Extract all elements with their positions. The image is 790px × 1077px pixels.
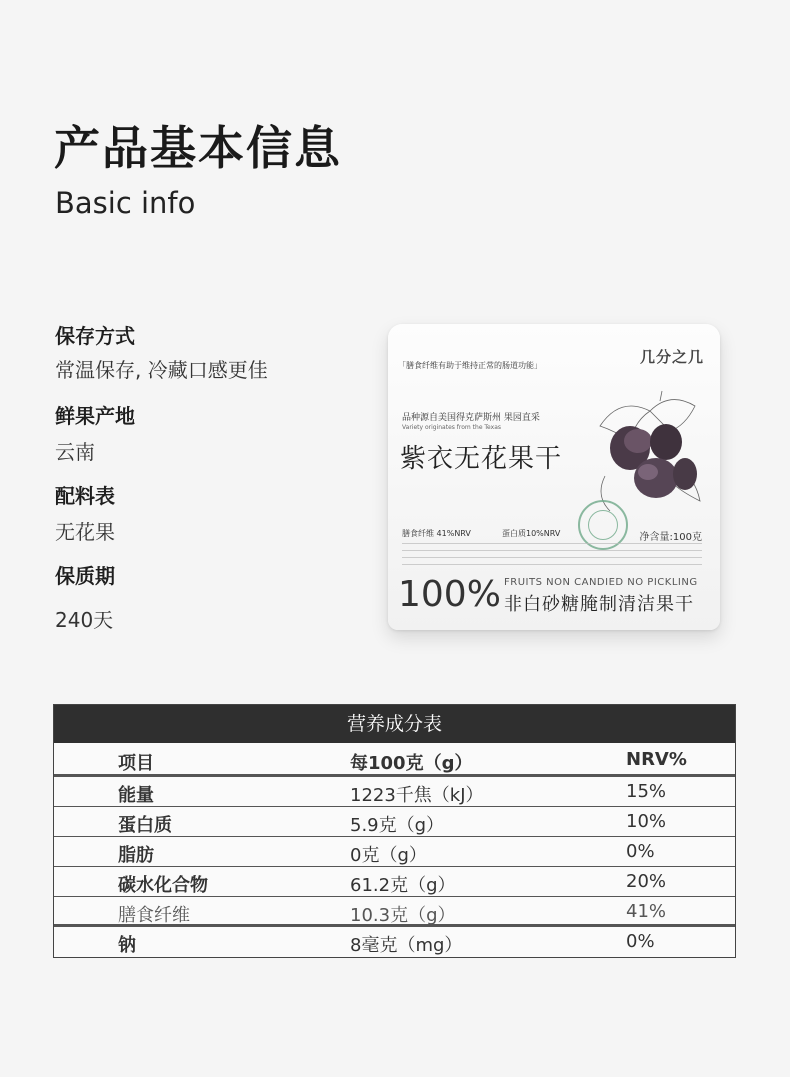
row-nrv: 0%	[626, 931, 655, 952]
table-row	[54, 897, 735, 927]
row-item: 能量	[118, 785, 154, 806]
row-item: 脂肪	[118, 845, 154, 866]
storage-label: 保存方式	[55, 324, 135, 348]
package-fiber: 膳食纤维 41%NRV	[402, 529, 471, 538]
package-origin-en: Variety originates from the Texas	[402, 424, 501, 431]
package-product-name: 紫衣无花果干	[400, 444, 563, 474]
package-tag: 「膳食纤维有助于维持正常的肠道功能」	[398, 361, 542, 370]
table-row	[54, 807, 735, 837]
product-package-image	[388, 324, 720, 630]
row-nrv: 41%	[626, 901, 667, 922]
row-nrv: 10%	[626, 811, 667, 832]
table-row	[54, 837, 735, 867]
row-item: 膳食纤维	[118, 905, 190, 926]
origin-label: 鲜果产地	[55, 404, 135, 428]
ingredients-label: 配料表	[55, 484, 115, 508]
row-nrv: 20%	[626, 871, 667, 892]
table-row	[54, 927, 735, 957]
shelf-life-value: 240天	[55, 608, 114, 632]
page-subtitle: Basic info	[55, 186, 196, 220]
row-amount: 5.9克（g）	[350, 815, 445, 836]
package-origin: 品种源自美国得克萨斯州 果园直采	[402, 413, 540, 423]
column-header-per100g: 每100克（g）	[350, 753, 473, 774]
stamp-seal-inner	[588, 510, 618, 540]
package-protein: 蛋白质10%NRV	[502, 529, 561, 538]
row-nrv: 0%	[626, 841, 655, 862]
package-fine-print	[402, 543, 702, 571]
nutrition-table-title: 营养成分表	[54, 705, 735, 743]
column-header-item: 项目	[118, 753, 154, 774]
row-amount: 0克（g）	[350, 845, 427, 866]
table-row	[54, 777, 735, 807]
row-item: 碳水化合物	[118, 875, 208, 896]
row-item: 蛋白质	[118, 815, 172, 836]
nutrition-table	[53, 704, 736, 958]
column-header-nrv: NRV%	[626, 749, 687, 770]
table-header-row	[54, 743, 735, 777]
row-nrv: 15%	[626, 781, 667, 802]
ingredients-value: 无花果	[55, 520, 115, 544]
package-net-weight: 净含量:100克	[639, 532, 702, 543]
package-percent: 100%	[398, 574, 501, 615]
row-amount: 10.3克（g）	[350, 905, 456, 926]
row-amount: 61.2克（g）	[350, 875, 456, 896]
page-title: 产品基本信息	[54, 121, 342, 175]
table-row	[54, 867, 735, 897]
shelf-life-label: 保质期	[55, 564, 115, 588]
row-item: 钠	[118, 935, 136, 956]
row-amount: 8毫克（mg）	[350, 935, 463, 956]
package-claim-en: FRUITS NON CANDIED NO PICKLING	[504, 577, 698, 588]
storage-value: 常温保存, 冷藏口感更佳	[55, 358, 268, 382]
row-amount: 1223千焦（kJ）	[350, 785, 484, 806]
package-claim-cn: 非白砂糖腌制清洁果干	[504, 594, 694, 615]
fig-illustration	[590, 386, 710, 516]
brand-logo: 几分之几	[639, 348, 704, 366]
origin-value: 云南	[55, 440, 95, 464]
